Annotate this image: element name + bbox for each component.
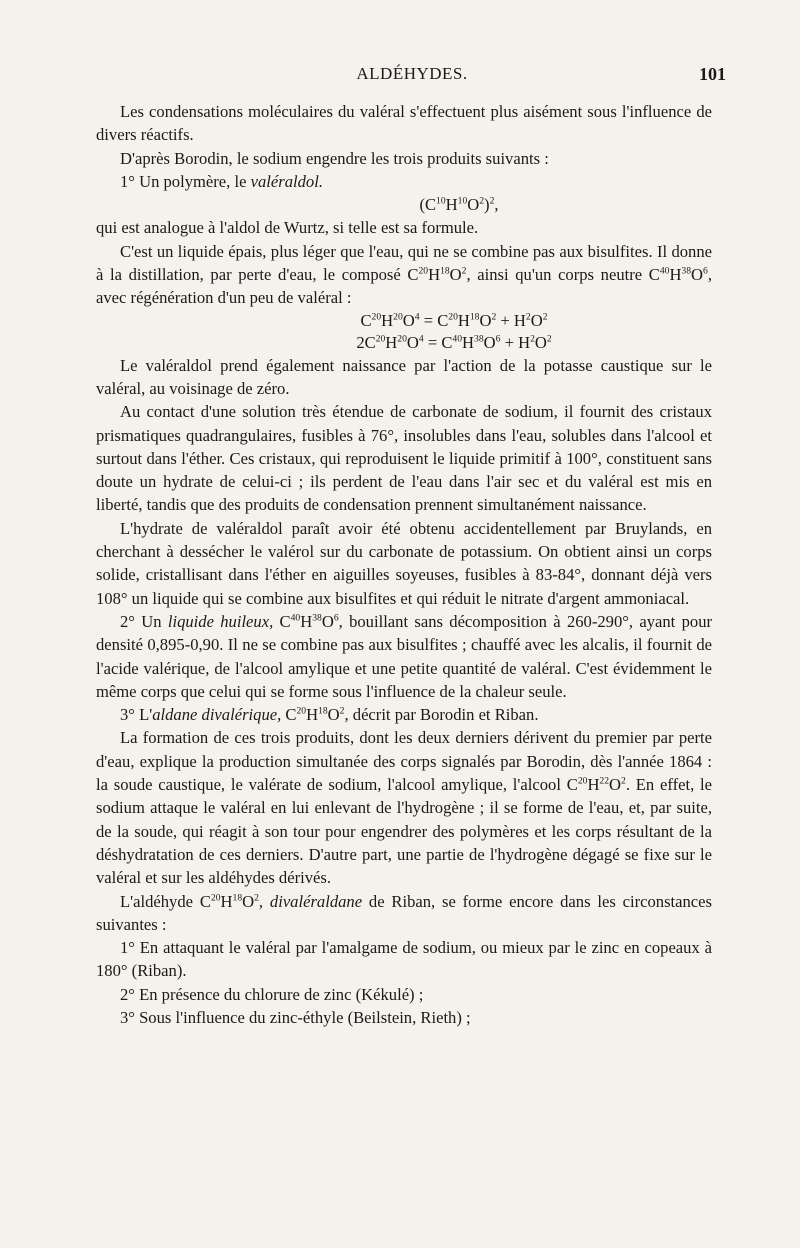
paragraph: 1° En attaquant le valéral par l'amalgame de sodium, ou mieux par le zinc en copeaux à 180° (Riban). <box>96 938 712 981</box>
italic-term: valéraldol. <box>250 171 323 191</box>
formula: $(C^{10}H^{10}O^2)^2$, <box>419 195 499 215</box>
page-number: 101 <box>699 64 726 84</box>
running-title: ALDÉHYDES. <box>356 64 468 83</box>
paragraph: La formation de ces trois produits, dont les deux derniers dérivent du premier par perte d'eau, explique la production simultanée des corps signalés par Borodin, dès l'année 1864 : la soude caustique, le valérate de sodium, l'alcool amylique, l'alcool $C^{20}H^{22}O^2$. En effet, le sodium attaque le valéral en lui enlevant de l'hydrogène ; il se forme de l'eau, et, par suite, de la soude, qui réagit à son tour pour engendrer des polymères et les corps résultant de la déshydratation de ces derniers. D'autre part, une partie de l'hydrogène dégagé se fixe sur le valéral et sur les aldéhydes dérivés. <box>96 728 712 888</box>
italic-term: liquide huileux, <box>167 611 274 631</box>
paragraph: 3° Sous l'influence du zinc-éthyle (Beilstein, Rieth) ; <box>120 1007 471 1027</box>
body-text <box>96 100 712 1029</box>
paragraph: C'est un liquide épais, plus léger que l'eau, qui ne se combine pas aux bisulfites. Il donne à la distillation, par perte d'eau, le composé $C^{20}H^{18}O^2$, ainsi qu'un corps neutre $C^{40}H^{38}O^6$, avec régénération d'un peu de valéral : <box>96 241 712 308</box>
equation: $C^{20}H^{20}O^4 = C^{20}H^{18}O^2 + H^2O^2$ <box>360 310 548 330</box>
paragraph: 2° En présence du chlorure de zinc (Kékulé) ; <box>120 984 424 1004</box>
paragraph: 3° L'aldane divalérique, $C^{20}H^{18}O^2$, décrit par Borodin et Riban. <box>120 705 539 725</box>
paragraph: qui est analogue à l'aldol de Wurtz, si telle est sa formule. <box>96 218 479 238</box>
page-header <box>112 64 726 90</box>
italic-term: divaléraldane <box>269 891 363 911</box>
paragraph: L'hydrate de valéraldol paraît avoir été obtenu accidentellement par Bruylands, en cherchant à dessécher le valérol sur du carbonate de potassium. On obtient ainsi un corps solide, cristallisant dans l'éther en aiguilles soyeuses, fusibles à 83-84°, donnant déjà vers 108° un liquide qui se combine aux bisulfites et qui réduit le nitrate d'argent ammoniacal. <box>96 518 712 608</box>
paragraph: Au contact d'une solution très étendue de carbonate de sodium, il fournit des cristaux prismatiques quadrangulaires, fusibles à 76°, insolubles dans l'eau, solubles dans l'alcool et surtout dans l'éther. Ces cristaux, qui reproduisent le liquide primitif à 100°, constituent sans doute un hydrate de celui-ci ; ils perdent de l'eau dans l'air sec et du valéral est mis en liberté, tandis que des produits de condensation prennent simultanément naissance. <box>96 402 712 515</box>
equation: $2C^{20}H^{20}O^4 = C^{40}H^{38}O^6 + H^2O^2$ <box>356 332 552 352</box>
paragraph: Les condensations moléculaires du valéral s'effectuent plus aisément sous l'influence de divers réactifs. <box>96 102 712 145</box>
paragraph: Le valéraldol prend également naissance par l'action de la potasse caustique sur le valéral, au voisinage de zéro. <box>96 355 712 398</box>
paragraph: 1° Un polymère, le valéraldol. <box>120 171 323 191</box>
paragraph: 2° Un liquide huileux, $C^{40}H^{38}O^6$, bouillant sans décomposition à 260-290°, ayant pour densité 0,895-0,90. Il ne se combine pas aux bisulfites ; chauffé avec les alcalis, il fournit de l'acide valérique, de l'alcool amylique et une petite quantité de valéral. C'est évidemment le même corps que celui qui se forme sous l'influence de la chaleur seule. <box>96 611 713 701</box>
italic-term: aldane divalérique, <box>152 705 282 725</box>
paragraph: L'aldéhyde $C^{20}H^{18}O^2$, divaléraldane de Riban, se forme encore dans les circonstances suivantes : <box>96 891 712 934</box>
paragraph: D'après Borodin, le sodium engendre les trois produits suivants : <box>120 148 549 168</box>
